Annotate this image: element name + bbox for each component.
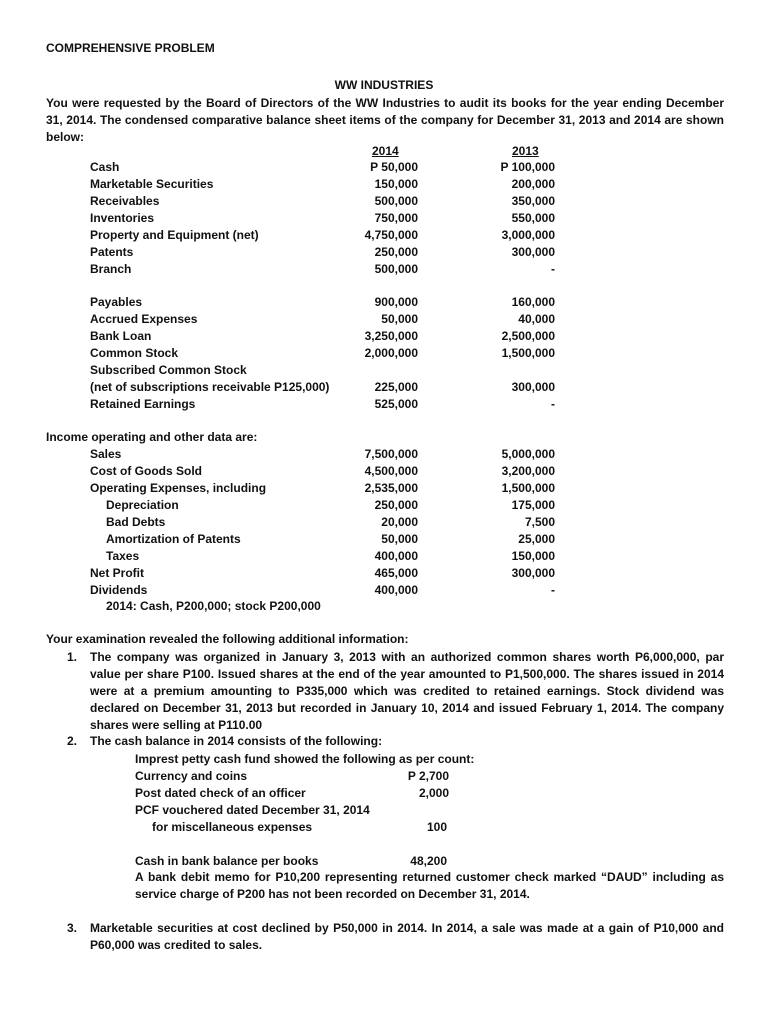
additional-info-heading: Your examination revealed the following additional information:: [46, 632, 409, 646]
income-row: [0, 446, 768, 463]
liability-equity-2014-value: 900,000: [374, 295, 418, 309]
income-2013-value: 7,500: [524, 515, 555, 529]
asset-2013-value: -: [551, 262, 555, 276]
income-label: Taxes: [106, 549, 140, 563]
income-2013-value: 3,200,000: [501, 464, 555, 478]
liability-equity-row: [0, 311, 768, 328]
liability-equity-2013-value: 1,500,000: [501, 346, 555, 360]
asset-row: [0, 261, 768, 278]
asset-label: Cash: [90, 160, 120, 174]
asset-label: Property and Equipment (net): [90, 228, 259, 242]
liability-equity-label: (net of subscriptions receivable P125,000): [90, 380, 330, 394]
liability-equity-row: [0, 396, 768, 413]
pcf-heading: Imprest petty cash fund showed the following as per count:: [135, 752, 475, 766]
asset-2014-value: 150,000: [374, 177, 418, 191]
asset-label: Receivables: [90, 194, 160, 208]
asset-2014-value: 750,000: [374, 211, 418, 225]
cash-in-bank-label: Cash in bank balance per books: [135, 854, 319, 868]
misc-expenses-label: for miscellaneous expenses: [152, 820, 313, 834]
income-2014-value: 20,000: [381, 515, 418, 529]
income-label: Operating Expenses, including: [90, 481, 267, 495]
income-2014-value: 250,000: [374, 498, 418, 512]
asset-row: [0, 244, 768, 261]
income-heading: Income operating and other data are:: [46, 430, 258, 444]
income-label: Amortization of Patents: [106, 532, 241, 546]
item-1-number: 1.: [67, 650, 78, 664]
income-row: [0, 514, 768, 531]
income-row: [0, 582, 768, 599]
misc-expenses-amount: 100: [426, 820, 447, 834]
asset-2013-value: 300,000: [511, 245, 555, 259]
income-label: Bad Debts: [106, 515, 166, 529]
income-2013-value: 25,000: [518, 532, 555, 546]
liability-equity-2014-value: 525,000: [374, 397, 418, 411]
income-row: [0, 565, 768, 582]
income-row: [0, 548, 768, 565]
income-2013-value: 1,500,000: [501, 481, 555, 495]
liability-equity-2013-value: 300,000: [511, 380, 555, 394]
asset-2013-value: P 100,000: [500, 160, 555, 174]
currency-amount: P 2,700: [407, 769, 449, 783]
asset-2013-value: 550,000: [511, 211, 555, 225]
liability-equity-row: [0, 328, 768, 345]
liability-equity-2014-value: 225,000: [374, 380, 418, 394]
liability-equity-2013-value: -: [551, 397, 555, 411]
income-row: [0, 480, 768, 497]
income-2013-value: -: [551, 583, 555, 597]
asset-row: [0, 159, 768, 176]
liability-equity-row: [0, 379, 768, 396]
asset-2014-value: 4,750,000: [364, 228, 418, 242]
postdated-check-amount: 2,000: [418, 786, 449, 800]
income-2014-value: 400,000: [374, 583, 418, 597]
asset-row: [0, 227, 768, 244]
asset-row: [0, 210, 768, 227]
year-2013-header: 2013: [512, 144, 539, 158]
liability-equity-row: [0, 345, 768, 362]
liability-equity-2014-value: 3,250,000: [364, 329, 418, 343]
asset-2013-value: 3,000,000: [501, 228, 555, 242]
company-name: WW INDUSTRIES: [334, 78, 434, 92]
liability-equity-label: Retained Earnings: [90, 397, 196, 411]
item-1-text: The company was organized in January 3, 2013 with an authorized common shares worth P6,000,000, par value per share P100. Issued shares at the end of the year amounted to P1,500,000. The shares issued in 2014 were at a premium amounting to P335,000 which was credited to retained earnings. Stock dividend was declared on December 31, 2013 but recorded in January 10, 2014 and issued February 1, 2014. The company shares were selling at P110.00: [90, 650, 724, 732]
income-row: [0, 463, 768, 480]
page-title: COMPREHENSIVE PROBLEM: [46, 41, 215, 55]
income-2014-value: 2,535,000: [364, 481, 418, 495]
asset-2014-value: P 50,000: [370, 160, 418, 174]
liability-equity-2013-value: 160,000: [511, 295, 555, 309]
currency-label: Currency and coins: [135, 769, 248, 783]
income-2014-value: 4,500,000: [364, 464, 418, 478]
item-2-text: The cash balance in 2014 consists of the following:: [90, 734, 383, 748]
income-2014-value: 7,500,000: [364, 447, 418, 461]
income-2013-value: 175,000: [511, 498, 555, 512]
income-row: [0, 497, 768, 514]
liability-equity-label: Payables: [90, 295, 143, 309]
income-2013-value: 150,000: [511, 549, 555, 563]
asset-2014-value: 500,000: [374, 262, 418, 276]
liability-equity-label: Subscribed Common Stock: [90, 363, 247, 377]
asset-2014-value: 250,000: [374, 245, 418, 259]
year-header-row: [0, 143, 768, 160]
income-heading-row: [0, 429, 768, 446]
liability-equity-2013-value: 2,500,000: [501, 329, 555, 343]
income-label: Dividends: [90, 583, 148, 597]
asset-row: [0, 193, 768, 210]
income-label: Net Profit: [90, 566, 144, 580]
dividend-note: 2014: Cash, P200,000; stock P200,000: [106, 599, 321, 613]
liability-equity-label: Common Stock: [90, 346, 179, 360]
item-2-number: 2.: [67, 734, 78, 748]
income-label: Depreciation: [106, 498, 179, 512]
liability-equity-2013-value: 40,000: [518, 312, 555, 326]
income-2014-value: 400,000: [374, 549, 418, 563]
item-3-number: 3.: [67, 921, 78, 935]
bank-debit-memo: A bank debit memo for P10,200 representing returned customer check marked “DAUD” including as service charge of P200 has not been recorded on December 31, 2014.: [135, 870, 724, 901]
liability-equity-row: [0, 362, 768, 379]
intro-paragraph: You were requested by the Board of Directors of the WW Industries to audit its books for the year ending December 31, 2014. The condensed comparative balance sheet items of the company for December 31, 2013 and 2014 are shown below:: [46, 96, 724, 144]
asset-2013-value: 350,000: [511, 194, 555, 208]
income-2013-value: 300,000: [511, 566, 555, 580]
income-2013-value: 5,000,000: [501, 447, 555, 461]
asset-label: Marketable Securities: [90, 177, 214, 191]
asset-2014-value: 500,000: [374, 194, 418, 208]
postdated-check-label: Post dated check of an officer: [135, 786, 306, 800]
asset-label: Patents: [90, 245, 134, 259]
asset-row: [0, 176, 768, 193]
asset-label: Inventories: [90, 211, 155, 225]
income-2014-value: 50,000: [381, 532, 418, 546]
year-2014-header: 2014: [372, 144, 399, 158]
liability-equity-label: Accrued Expenses: [90, 312, 198, 326]
income-label: Sales: [90, 447, 122, 461]
income-row: [0, 531, 768, 548]
asset-label: Branch: [90, 262, 132, 276]
liability-equity-row: [0, 294, 768, 311]
item-3-text: Marketable securities at cost declined by P50,000 in 2014. In 2014, a sale was made at a gain of P10,000 and P60,000 was credited to sales.: [90, 921, 724, 952]
pcf-vouchered-label: PCF vouchered dated December 31, 2014: [135, 803, 370, 817]
income-2014-value: 465,000: [374, 566, 418, 580]
cash-in-bank-amount: 48,200: [410, 854, 447, 868]
liability-equity-2014-value: 50,000: [381, 312, 418, 326]
asset-2013-value: 200,000: [511, 177, 555, 191]
liability-equity-2014-value: 2,000,000: [364, 346, 418, 360]
income-label: Cost of Goods Sold: [90, 464, 202, 478]
dividend-note-row: [0, 598, 768, 615]
liability-equity-label: Bank Loan: [90, 329, 152, 343]
